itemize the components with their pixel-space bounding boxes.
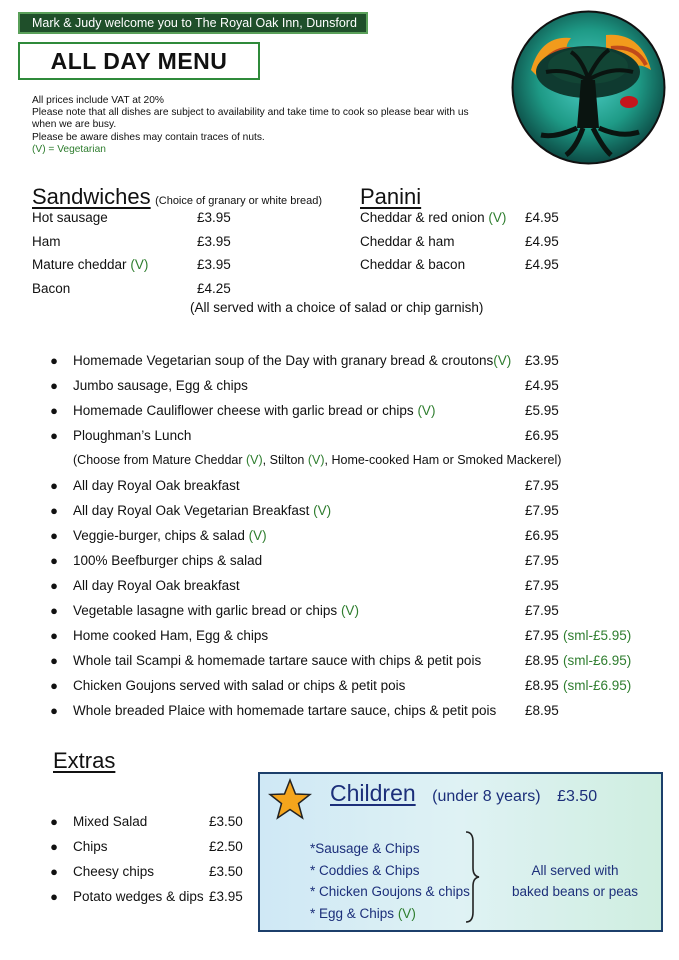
- extra-price: £3.50: [209, 814, 243, 829]
- extra-name: Chips: [73, 839, 108, 854]
- list-item: [50, 884, 250, 909]
- bullet-icon: ●: [50, 839, 58, 854]
- list-item: [50, 423, 670, 448]
- brace-icon: [464, 830, 480, 924]
- vegetarian-mark: (V): [246, 453, 263, 467]
- dish-price: £6.95: [525, 528, 559, 543]
- dish-name: All day Royal Oak Vegetarian Breakfast: [73, 503, 310, 518]
- children-title: [330, 780, 597, 807]
- children-age: (under 8 years): [432, 788, 541, 805]
- choice-text: (Choose from Mature Cheddar: [73, 453, 246, 467]
- dish-name: Vegetable lasagne with garlic bread or chips: [73, 603, 338, 618]
- dish-price: £7.95: [525, 578, 559, 593]
- vegetarian-mark: (V): [417, 403, 436, 418]
- note-vegetarian-key: (V) = Vegetarian: [32, 143, 106, 155]
- bullet-icon: ●: [50, 653, 58, 668]
- sandwich-price: £3.95: [197, 210, 231, 225]
- dish-name: Chicken Goujons served with salad or chips & petit pois: [73, 678, 406, 693]
- dish-price: £3.95: [525, 353, 559, 368]
- served-line: baked beans or peas: [511, 884, 639, 899]
- vegetarian-mark: (V): [313, 503, 332, 518]
- welcome-banner: Mark & Judy welcome you to The Royal Oak Inn, Dunsford: [18, 12, 368, 34]
- choice-text: , Home-cooked Ham or Smoked Mackerel): [324, 453, 562, 467]
- list-item: [50, 573, 670, 598]
- list-item: [50, 834, 250, 859]
- bullet-icon: ●: [50, 628, 58, 643]
- dish-price: £7.95: [525, 503, 559, 518]
- vegetarian-mark: (V): [397, 905, 416, 921]
- panini-price: £4.95: [525, 233, 559, 249]
- list-item: [50, 648, 670, 673]
- extras-list: [50, 809, 250, 909]
- extra-price: £3.50: [209, 864, 243, 879]
- panini-list: [360, 206, 590, 277]
- bullet-icon: ●: [50, 503, 58, 518]
- small-portion-price: (sml-£6.95): [563, 653, 632, 668]
- vegetarian-mark: (V): [248, 528, 267, 543]
- dish-name: Whole breaded Plaice with homemade tartare sauce, chips & petit pois: [73, 703, 497, 718]
- panini-item: [360, 253, 590, 277]
- tree-of-life-logo-icon: [511, 10, 666, 165]
- dish-name: Homemade Vegetarian soup of the Day with granary bread & croutons: [73, 353, 494, 368]
- dish-name: 100% Beefburger chips & salad: [73, 553, 263, 568]
- sandwich-name: Hot sausage: [32, 210, 108, 225]
- bullet-icon: ●: [50, 378, 58, 393]
- panini-name: Cheddar & red onion: [360, 210, 485, 225]
- list-item: [50, 809, 250, 834]
- extra-name: Mixed Salad: [73, 814, 148, 829]
- list-item: *Sausage & Chips: [310, 841, 420, 856]
- bullet-icon: ●: [50, 889, 58, 904]
- dish-name: Jumbo sausage, Egg & chips: [73, 378, 248, 393]
- list-item: [50, 859, 250, 884]
- sandwich-item: [32, 230, 262, 254]
- list-item: * Chicken Goujons & chips: [310, 884, 470, 899]
- page-title: ALL DAY MENU: [18, 42, 260, 80]
- sandwich-item: [32, 253, 262, 277]
- dish-price: £6.95: [525, 428, 559, 443]
- dish-price: £7.95: [525, 553, 559, 568]
- sandwiches-list: [32, 206, 262, 300]
- extra-price: £2.50: [209, 839, 243, 854]
- dish-price: £7.95: [525, 478, 559, 493]
- note-availability: Please note that all dishes are subject to availability and take time to cook so please bear with us: [32, 107, 469, 119]
- dish-name: Veggie-burger, chips & salad: [73, 528, 245, 543]
- dish-price: £4.95: [525, 378, 559, 393]
- list-item: [50, 498, 670, 523]
- bullet-icon: ●: [50, 528, 58, 543]
- children-items: [310, 838, 470, 924]
- vegetarian-mark: (V): [340, 603, 359, 618]
- panini-name: Cheddar & bacon: [360, 257, 466, 272]
- vegetarian-mark: (V): [488, 210, 507, 225]
- list-item: [50, 598, 670, 623]
- dish-name: Ploughman’s Lunch: [73, 428, 192, 443]
- dish-name: All day Royal Oak breakfast: [73, 478, 240, 493]
- children-price: £3.50: [557, 788, 598, 805]
- panini-heading: Panini: [360, 184, 422, 209]
- sandwich-price: £3.95: [197, 257, 231, 272]
- dish-name: Home cooked Ham, Egg & chips: [73, 628, 269, 643]
- panini-item: [360, 206, 590, 230]
- sandwiches-heading: Sandwiches: [32, 184, 151, 209]
- extra-price: £3.95: [209, 889, 243, 904]
- sandwich-price: £3.95: [197, 233, 231, 249]
- extras-header: [53, 748, 115, 774]
- vegetarian-mark: (V): [130, 257, 149, 272]
- bullet-icon: ●: [50, 814, 58, 829]
- list-item: [310, 903, 470, 925]
- sandwich-name: Bacon: [32, 280, 71, 296]
- children-menu-box: [258, 772, 663, 932]
- bullet-icon: ●: [50, 478, 58, 493]
- list-item: [50, 348, 670, 373]
- dish-name: Homemade Cauliflower cheese with garlic bread or chips: [73, 403, 414, 418]
- bullet-icon: ●: [50, 578, 58, 593]
- list-item: [50, 398, 670, 423]
- main-dishes-list: [50, 348, 670, 723]
- choice-text: , Stilton: [262, 453, 308, 467]
- sandwiches-bread-note: (Choice of granary or white bread): [155, 195, 323, 207]
- bullet-icon: ●: [50, 428, 58, 443]
- list-item: [50, 473, 670, 498]
- note-vat: All prices include VAT at 20%: [32, 95, 164, 106]
- list-item: [50, 623, 670, 648]
- menu-notes: [32, 95, 492, 156]
- list-item: [50, 673, 670, 698]
- panini-name: Cheddar & ham: [360, 233, 455, 249]
- garnish-note: (All served with a choice of salad or chip garnish): [190, 300, 484, 315]
- child-item-text: * Egg & Chips: [310, 905, 395, 921]
- sandwich-name: Mature cheddar: [32, 257, 127, 272]
- dish-name: Whole tail Scampi & homemade tartare sauce with chips & petit pois: [73, 653, 482, 668]
- dish-price: £8.95: [525, 678, 559, 693]
- children-served-note: [490, 860, 660, 902]
- panini-price: £4.95: [525, 257, 559, 272]
- small-portion-price: (sml-£5.95): [563, 628, 632, 643]
- list-item: [50, 548, 670, 573]
- dish-price: £7.95: [525, 628, 559, 643]
- bullet-icon: ●: [50, 703, 58, 718]
- children-heading: Children: [330, 780, 416, 806]
- sandwich-name: Ham: [32, 233, 61, 249]
- dish-price: £8.95: [525, 703, 559, 718]
- ploughman-choice-note: [50, 448, 670, 473]
- note-availability-cont: when we are busy.: [32, 119, 117, 131]
- dish-price: £8.95: [525, 653, 559, 668]
- list-item: [50, 373, 670, 398]
- star-icon: [268, 778, 312, 822]
- sandwich-item: [32, 277, 262, 301]
- small-portion-price: (sml-£6.95): [563, 678, 632, 693]
- extra-name: Potato wedges & dips: [73, 889, 204, 904]
- bullet-icon: ●: [50, 603, 58, 618]
- extra-name: Cheesy chips: [73, 864, 155, 879]
- dish-price: £5.95: [525, 403, 559, 418]
- panini-item: [360, 230, 590, 254]
- list-item: [50, 698, 670, 723]
- vegetarian-mark: (V): [307, 453, 325, 467]
- sandwich-price: £4.25: [197, 280, 231, 296]
- list-item: [50, 523, 670, 548]
- panini-price: £4.95: [525, 210, 559, 225]
- served-line: All served with: [531, 863, 619, 878]
- note-nuts: Please be aware dishes may contain traces of nuts.: [32, 131, 265, 143]
- dish-price: £7.95: [525, 603, 559, 618]
- bullet-icon: ●: [50, 864, 58, 879]
- bullet-icon: ●: [50, 353, 58, 368]
- dish-name: All day Royal Oak breakfast: [73, 578, 240, 593]
- extras-heading: Extras: [53, 748, 116, 773]
- list-item: * Coddies & Chips: [310, 862, 420, 878]
- vegetarian-mark: (V): [493, 353, 512, 368]
- bullet-icon: ●: [50, 553, 58, 568]
- bullet-icon: ●: [50, 403, 58, 418]
- sandwich-item: [32, 206, 262, 230]
- bullet-icon: ●: [50, 678, 58, 693]
